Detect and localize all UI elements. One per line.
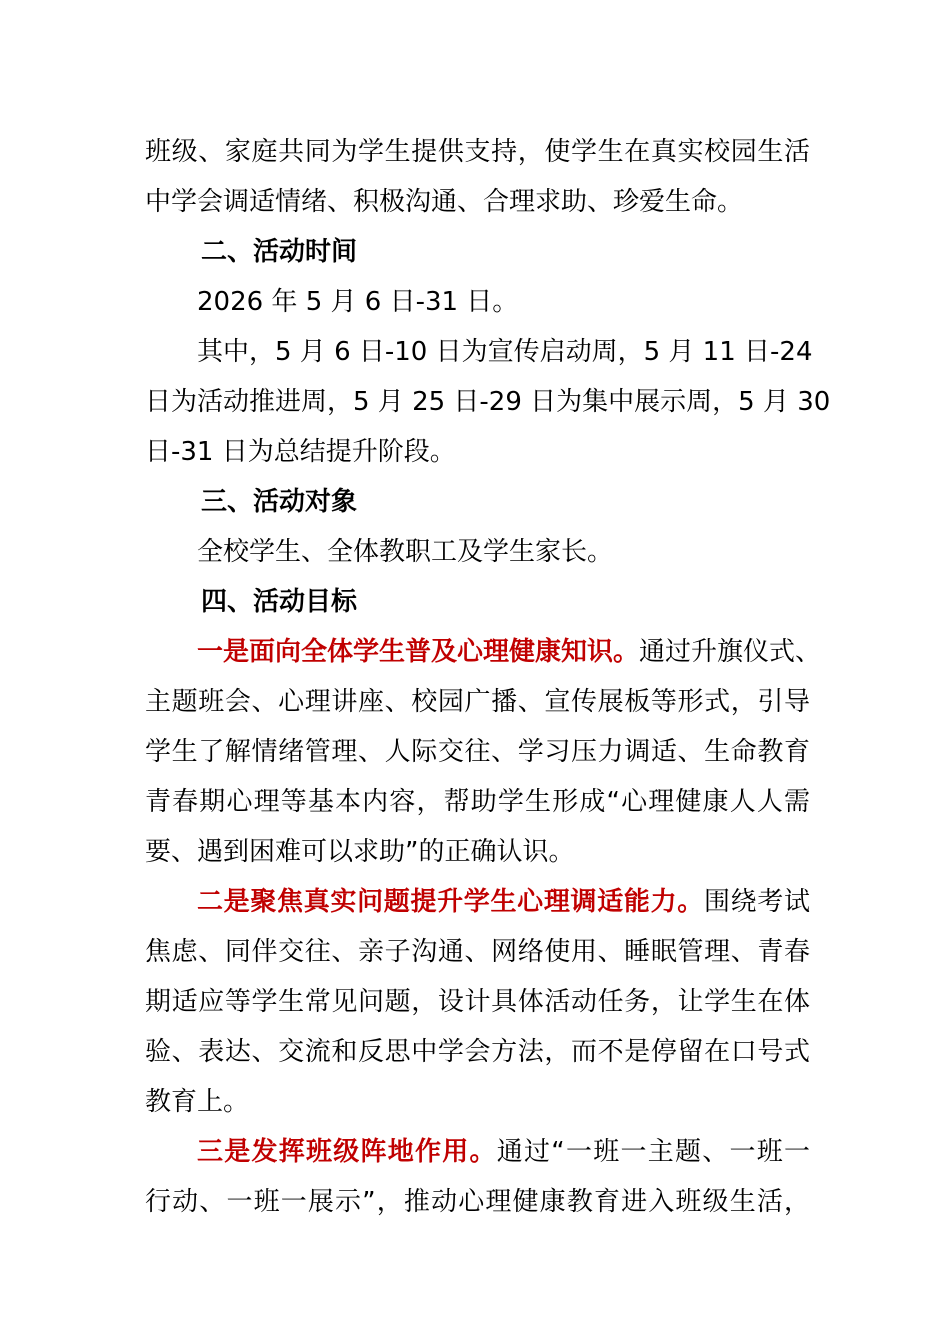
- section-heading-goals: 四、活动目标: [201, 587, 358, 617]
- paragraph-line: 焦虑、同伴交往、亲子沟通、网络使用、睡眠管理、青春: [145, 937, 810, 967]
- document-page: [145, 127, 831, 1227]
- paragraph-line: 2026 年 5 月 6 日-31 日。: [197, 287, 519, 317]
- goal-three-text: 通过“一班一主题、一班一: [496, 1137, 810, 1167]
- paragraph-line: 学生了解情绪管理、人际交往、学习压力调适、生命教育: [145, 737, 810, 767]
- paragraph-line: 中学会调适情绪、积极沟通、合理求助、珍爱生命。: [145, 187, 744, 217]
- section-heading-audience: 三、活动对象: [201, 487, 358, 517]
- section-heading-time: 二、活动时间: [201, 237, 358, 267]
- goal-one-first-line: [145, 627, 822, 677]
- paragraph-line: 主题班会、心理讲座、校园广播、宣传展板等形式，引导: [145, 687, 810, 717]
- goal-two-emphasis: 二是聚焦真实问题提升学生心理调适能力。: [197, 887, 704, 917]
- goal-one-text: 通过升旗仪式、: [639, 637, 822, 667]
- goal-two-text: 围绕考试: [703, 887, 810, 917]
- paragraph-line: 期适应等学生常见问题，设计具体活动任务，让学生在体: [145, 987, 810, 1017]
- paragraph-line: 全校学生、全体教职工及学生家长。: [197, 537, 614, 567]
- paragraph-line: 班级、家庭共同为学生提供支持，使学生在真实校园生活: [145, 137, 810, 167]
- goal-three-emphasis: 三是发挥班级阵地作用。: [197, 1137, 497, 1167]
- paragraph-line: 要、遇到困难可以求助”的正确认识。: [145, 837, 575, 867]
- goal-three-first-line: [145, 1127, 810, 1177]
- paragraph-line: 其中，5 月 6 日-10 日为宣传启动周，5 月 11 日-24: [197, 337, 813, 367]
- paragraph-line: 青春期心理等基本内容，帮助学生形成“心理健康人人需: [145, 787, 810, 817]
- paragraph-line: 日-31 日为总结提升阶段。: [145, 437, 456, 467]
- paragraph-line: 验、表达、交流和反思中学会方法，而不是停留在口号式: [145, 1037, 810, 1067]
- paragraph-line: 日为活动推进周，5 月 25 日-29 日为集中展示周，5 月 30: [145, 387, 831, 417]
- paragraph-line: 行动、一班一展示”，推动心理健康教育进入班级生活，: [145, 1187, 810, 1217]
- paragraph-line: 教育上。: [145, 1087, 250, 1117]
- goal-two-first-line: [145, 877, 810, 927]
- goal-one-emphasis: 一是面向全体学生普及心理健康知识。: [197, 637, 640, 667]
